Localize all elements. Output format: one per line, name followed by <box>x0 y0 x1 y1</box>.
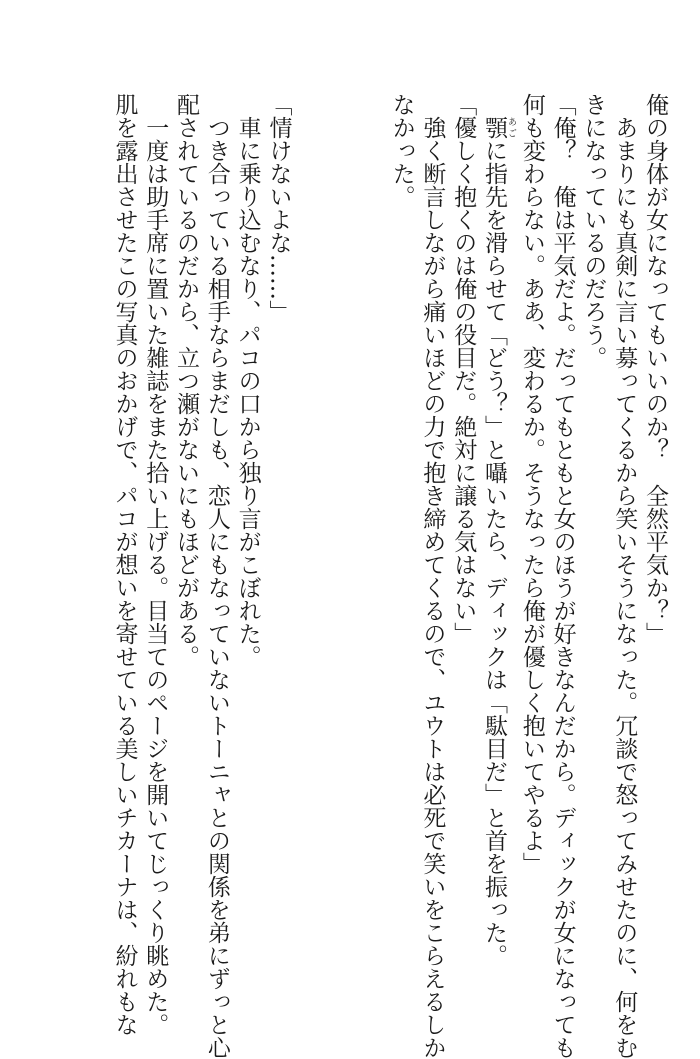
vertical-text-body <box>109 93 670 1059</box>
text-line: 「俺？ 俺は平気だよ。だってもともと女のほうが好きなんだから。ディックが女になっても <box>549 93 576 1059</box>
text-line: 俺の身体が女になってもいいのか？ 全然平気か？」 <box>642 93 668 645</box>
text-line: 車に乗り込むなり、パコの口から独り言がこぼれた。 <box>234 93 261 668</box>
section-break <box>293 93 324 973</box>
ruby-line-before <box>481 93 507 116</box>
text-line: 「優しく抱くのは俺の役目だ。絶対に譲る気はない」 <box>450 93 477 645</box>
ruby-annotation <box>481 116 517 139</box>
text-line: 一度は助手席に置いた雑誌をまた拾い上げる。目当てのページを開いてじっくり眺めた。 <box>142 93 169 1036</box>
section-break <box>324 93 355 973</box>
text-line-with-ruby <box>478 93 516 973</box>
section-break <box>355 93 386 973</box>
text-line: あまりにも真剣に言い募ってくるから笑いそうになった。冗談で怒ってみせたのに、何をむ <box>611 93 638 1059</box>
ruby-base: 顎 <box>481 116 508 139</box>
text-line: きになっているのだろう。 <box>580 93 607 369</box>
ruby-reading: あご <box>506 116 517 139</box>
text-line: 肌を露出させたこの写真のおかげで、パコが想いを寄せている美しいチカーナは、紛れもな <box>111 93 138 1036</box>
text-line: 配されているのだから、立つ瀬がないにもほどがある。 <box>173 93 200 668</box>
text-line: 強く断言しながら痛いほどの力で抱き締めてくるので、ユウトは必死で笑いをこらえるしか <box>419 93 446 1059</box>
text-line: なかった。 <box>388 93 415 208</box>
text-line: つき合っている相手ならまだしも、恋人にもなっていないトーニャとの関係を弟にずっと心 <box>203 93 230 1059</box>
text-line: 「情けないよな……」 <box>265 93 292 323</box>
text-line: 何も変わらない。ああ、変わるか。そうなったら俺が優しく抱いてやるよ」 <box>518 93 545 875</box>
ruby-line-after: に指先を滑らせて「どう？」と囁いたら、ディックは「駄目だ」と首を振った。 <box>481 139 508 967</box>
